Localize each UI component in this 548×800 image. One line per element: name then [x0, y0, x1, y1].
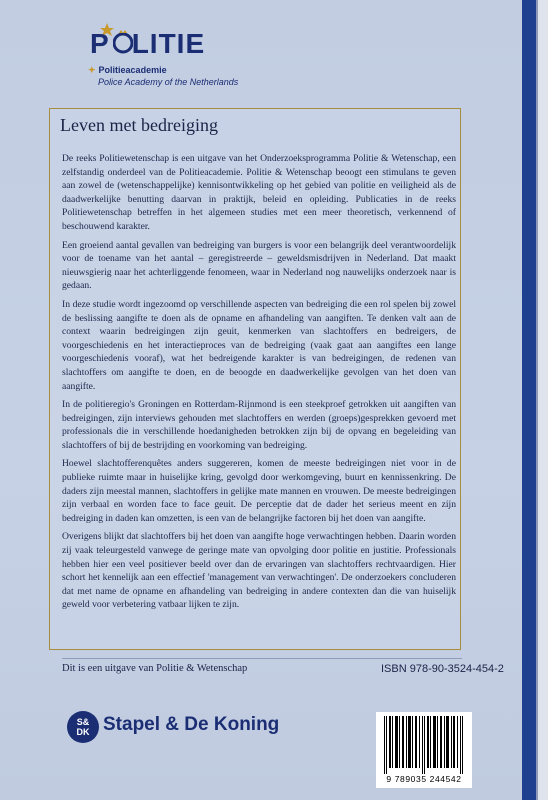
barcode-number: 9 789035 244542: [386, 774, 462, 784]
svg-text:S&: S&: [76, 717, 90, 727]
publisher-note: Dit is een uitgave van Politie & Wetenschap: [62, 663, 248, 674]
sdk-logo-icon: [66, 710, 100, 744]
blurb-paragraph: In de politieregio's Groningen en Rotterdam-Rijnmond is een steekproef getrokken uit aangiften van bedreigingen, zijn interviews gehouden met slachtoffers en werden (groeps)gesprekken gevoerd met professionals die in verschillende hoedanigheden betrokken zijn bij de opvang en begeleiding van slachtoffers of bij de bestrijding en voorkoming van bedreiging.: [62, 399, 456, 451]
logo-wordmark: P LITIE: [90, 28, 206, 59]
star-icon: ✦: [88, 65, 96, 75]
logo-line-2: Police Academy of the Netherlands: [98, 77, 239, 87]
blurb-paragraph: Een groeiend aantal gevallen van bedreiging van burgers is voor een belangrijk deel verantwoordelijk voor de toename van het aantal – geregistreerde – geweldsmisdrijven in Nederland. Dat maakt nieuwsgierig naar het achterliggende fenomeen, waar in Nederland nog nauwelijks onderzoek naar is gedaan.: [62, 239, 456, 292]
blurb-paragraph: In deze studie wordt ingezoomd op verschillende aspecten van bedreiging die een rol spelen bij zowel de beslissing aangifte te doen als de opname en afhandeling van aangiften. Te denken valt aan de context waarin bedreigingen zijn geuit, kenmerken van slachtoffers en bedreigers, de voorgeschiedenis en het interactieproces van de bedreiging (vaak gaat aan aangiftes een lange voorgeschiedenis vooraf), wat het bedreigende karakter is van bedreigingen, de redenen van slachtoffers om aangifte te doen, en de beoogde en daadwerkelijke gevolgen van het doen van aangifte.: [62, 298, 456, 392]
blurb-paragraph: Hoewel slachtofferenquêtes anders suggereren, komen de meeste bedreigingen niet voor in de publieke ruimte maar in huiselijke kring, gevolgd door werkomgeving, buurt en kennissenkring. De daders zijn meestal mannen, slachtoffers in gelijke mate mannen en vrouwen. De meeste bedreigingen zijn verbaal en worden face to face geuit. De perceptie dat de dader het serieus meent en zijn bedreiging in daden kan omzetten, is een van de belangrijke factoren bij het doen van aangifte.: [62, 458, 456, 524]
police-crest-icon: [113, 30, 133, 56]
blurb: [62, 152, 456, 617]
svg-text:DK: DK: [76, 727, 90, 737]
isbn: ISBN 978-90-3524-454-2: [381, 663, 504, 675]
publisher-name: Stapel & De Koning: [103, 714, 280, 735]
barcode: [376, 712, 472, 788]
barcode-icon: [382, 716, 466, 774]
blurb-paragraph: De reeks Politiewetenschap is een uitgave van het Onderzoeksprogramma Politie & Wetenschap, een zelfstandig onderdeel van de Politieacademie. Politie & Wetenschap beoogt een stimulans te geven aan zowel de (wetenschappelijke) kennisontwikkeling op het gebied van politie en veiligheid als de daadwerkelijke benutting daarvan in praktijk, beleid en opleiding. Publicaties in de reeks Politiewetenschap betreffen in het algemeen studies met een meer theoretisch, verkennend of beschouwend karakter.: [62, 153, 456, 232]
book-title: Leven met bedreiging: [60, 115, 218, 135]
page-edge: [536, 0, 548, 800]
blurb-paragraph: Overigens blijkt dat slachtoffers bij het doen van aangifte hoge verwachtingen hebben. Daarin worden zij vaak teleurgesteld vanwege de geringe mate van opvolging door politie en justitie. Professionals hebben hier een veel positiever beeld over dan de ervaringen van slachtoffers rechtvaardigen. Hier schort het kennelijk aan een effectief 'management van verwachtingen'. De onderzoekers concluderen dat met name de opname en afhandeling van bedreiging in andere contexten dan die van huiselijk geweld voor verbetering vatbaar lijken te zijn.: [62, 531, 456, 611]
spine-stripe: [522, 0, 536, 800]
logo-line-1: ✦ Politieacademie: [88, 65, 167, 75]
footer-divider: [62, 658, 462, 659]
